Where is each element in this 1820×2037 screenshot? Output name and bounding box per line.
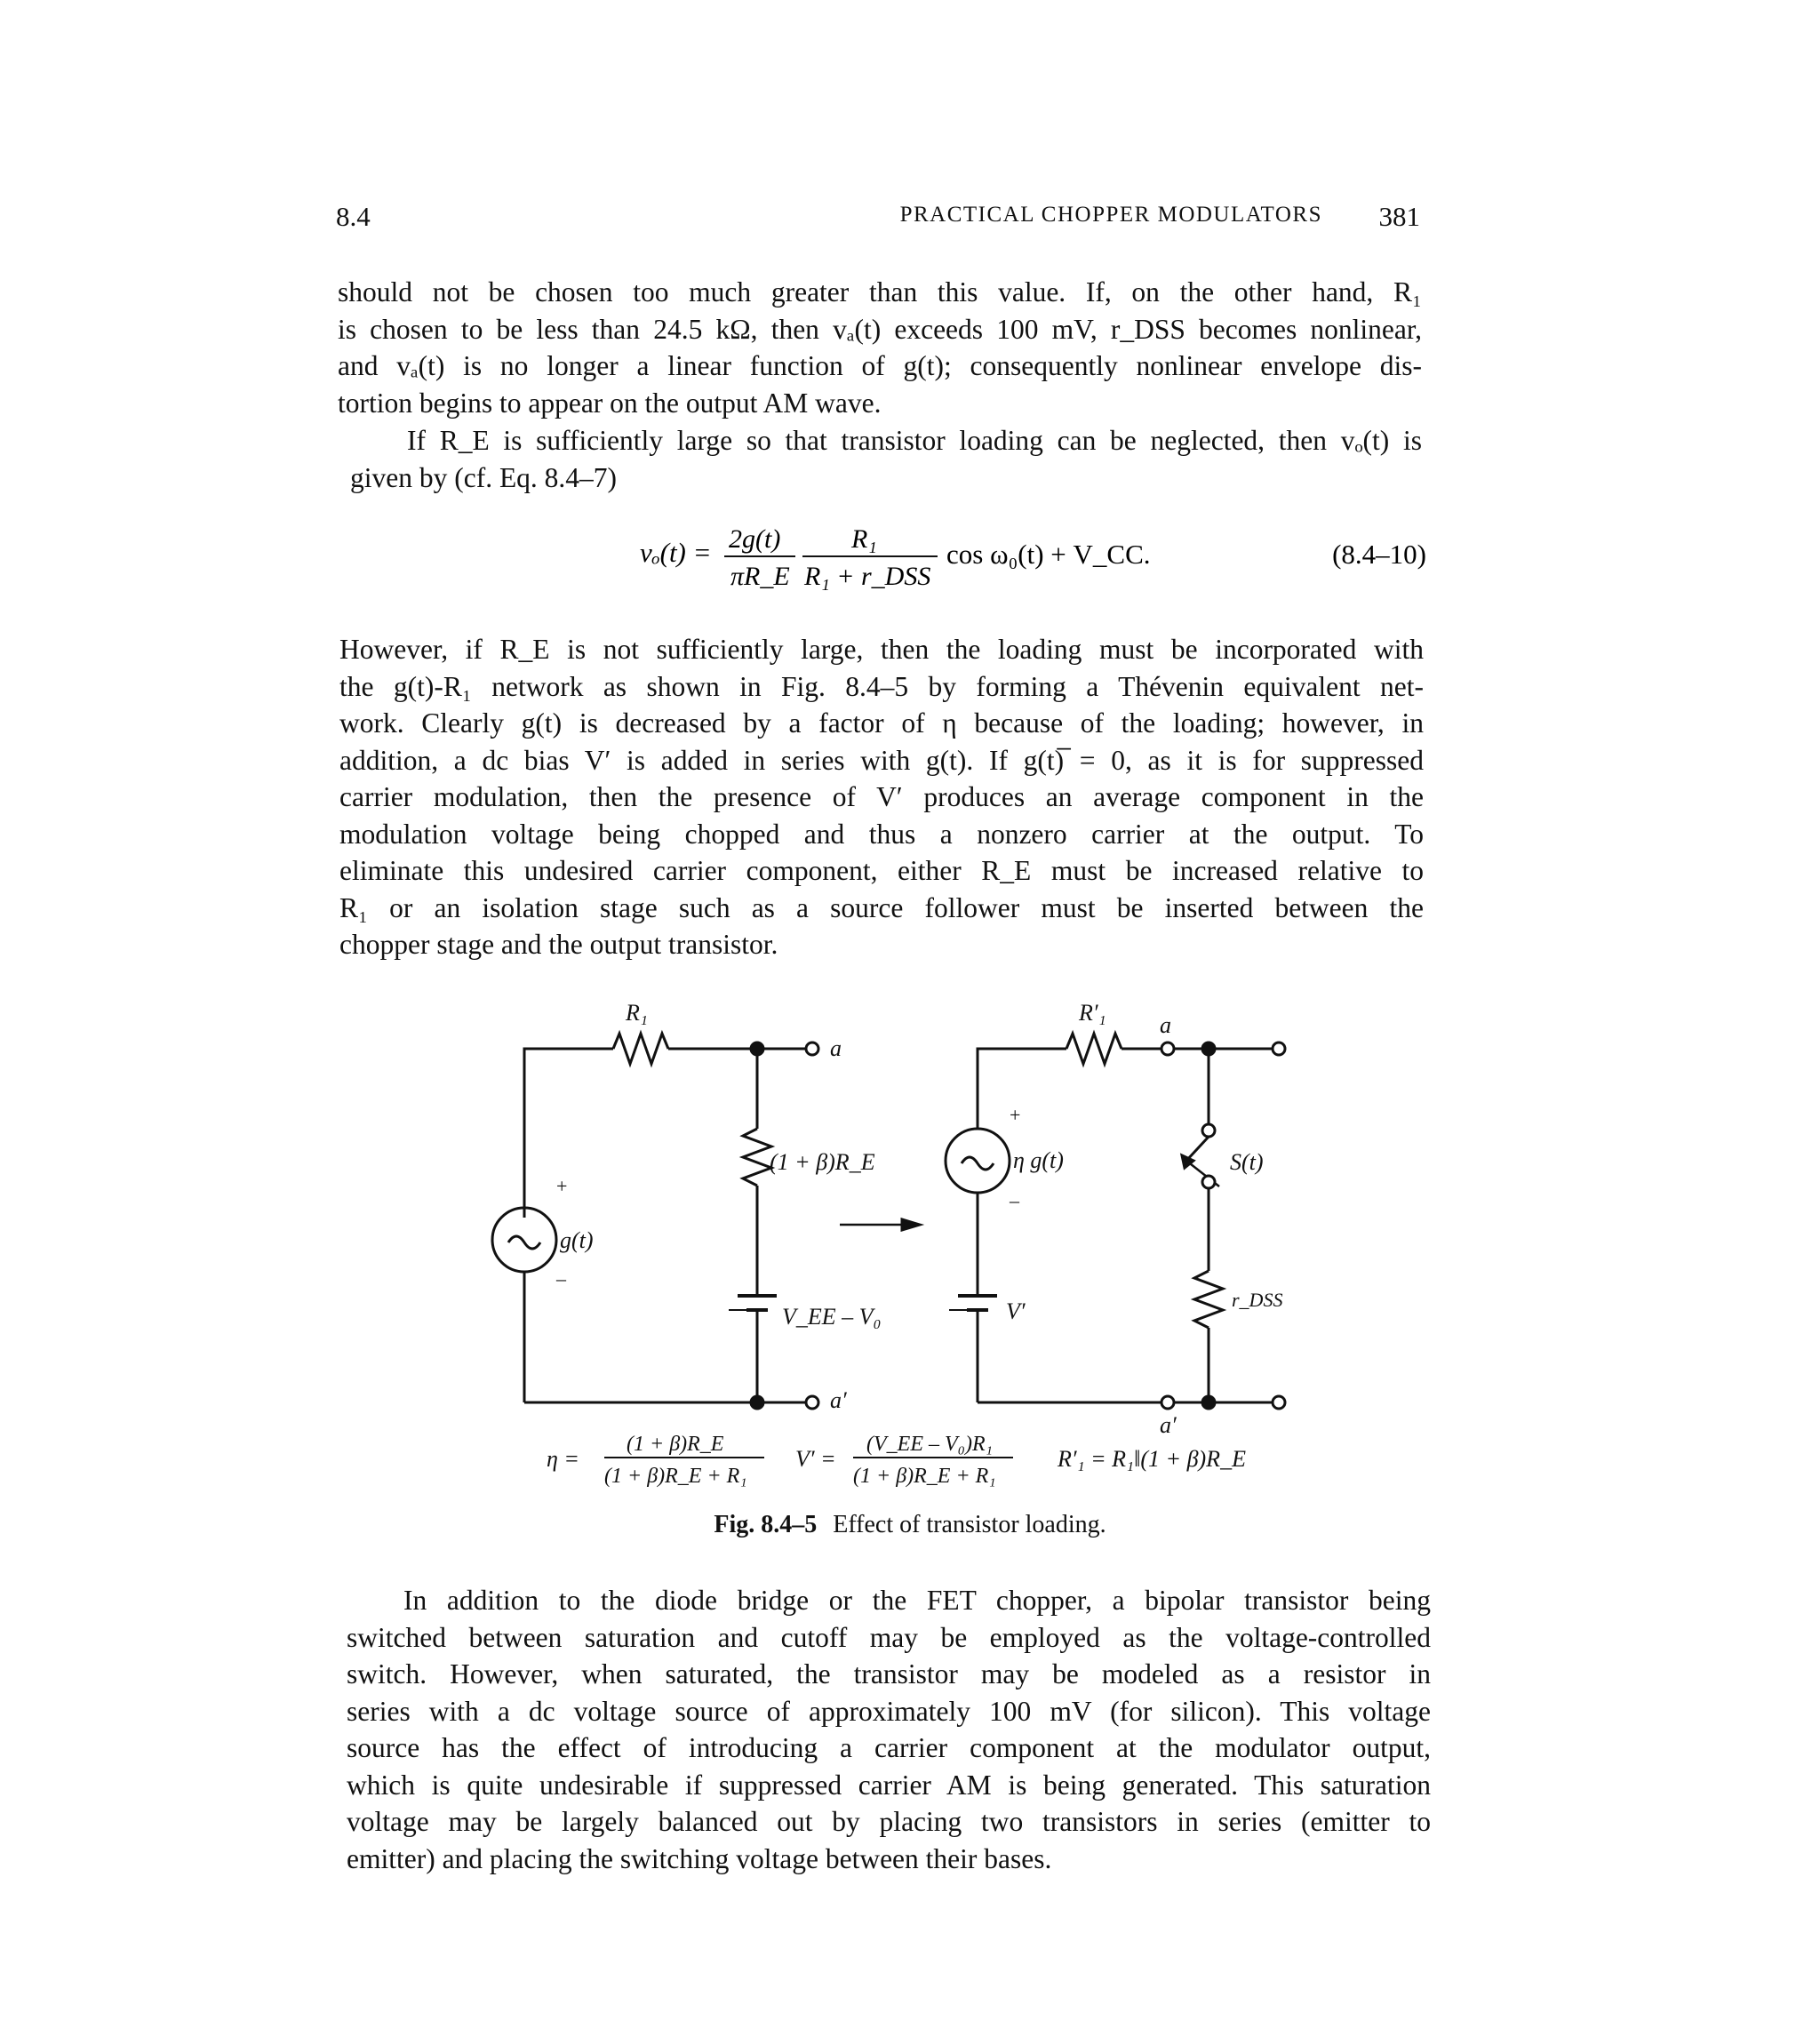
text-line: chopper stage and the output transistor.	[339, 929, 778, 960]
caption-label: Fig. 8.4–5	[714, 1511, 818, 1538]
label-minus: –	[556, 1267, 566, 1290]
text-line: If R_E is sufficiently large so that transistor loading can be neglected, then vₒ(t) is	[407, 425, 1422, 456]
transform-arrow	[840, 1219, 920, 1230]
terminal-out-top	[1273, 1042, 1285, 1055]
eq-frac1-num: 2g(t)	[729, 524, 781, 554]
formula-eta-num: (1 + β)R_E	[627, 1433, 724, 1456]
formula-rprime: R′₁ = R₁‖(1 + β)R_E	[1058, 1446, 1246, 1472]
text-line: work. Clearly g(t) is decreased by a factor of η because of the loading; however, in	[339, 707, 1424, 739]
label-a-prime: a′	[1160, 1412, 1177, 1438]
page-number: 381	[1378, 201, 1420, 232]
formula-eta-lhs: η =	[547, 1446, 579, 1472]
section-number: 8.4	[336, 201, 371, 232]
text-line: tortion begins to appear on the output AM wave.	[338, 387, 882, 419]
terminal-a	[1161, 1042, 1174, 1055]
terminal-a-prime	[806, 1396, 818, 1409]
text-line: carrier modulation, then the presence of V′ produces an average component in the	[339, 781, 1424, 812]
wire	[524, 1049, 613, 1218]
text-line: eliminate this undesired carrier component, either R_E must be increased relative to	[339, 855, 1424, 886]
text-line: voltage may be largely balanced out by placing two transistors in series (emitter to	[347, 1806, 1431, 1837]
text-line: R₁ or an isolation stage such as a source follower must be inserted between the	[339, 891, 1424, 923]
label-battery: V_EE – V₀	[782, 1304, 882, 1330]
sine-icon	[508, 1236, 540, 1249]
text-line: In addition to the diode bridge or the FET chopper, a bipolar transistor being	[403, 1585, 1431, 1616]
chapter-title: PRACTICAL CHOPPER MODULATORS	[899, 203, 1322, 227]
text-line: source has the effect of introducing a carrier component at the modulator output,	[347, 1732, 1431, 1763]
label-plus: +	[1010, 1104, 1021, 1126]
label-battery: V′	[1006, 1298, 1026, 1324]
text-line: switched between saturation and cutoff may be employed as the voltage-controlled	[347, 1621, 1431, 1653]
eq-frac2-den: R₁ + r_DSS	[804, 562, 931, 591]
text-line: which is quite undesirable if suppressed carrier AM is being generated. This saturation	[347, 1769, 1431, 1801]
eq-lhs: vₒ(t) =	[640, 537, 712, 568]
sine-icon	[962, 1157, 994, 1170]
resistor-shunt	[743, 1129, 771, 1186]
label-shunt: (1 + β)R_E	[770, 1149, 875, 1175]
text-line: modulation voltage being chopped and thus a nonzero carrier at the output. To	[339, 818, 1424, 850]
text-line: switch. However, when saturated, the transistor may be modeled as a resistor in	[347, 1658, 1431, 1690]
formula-vprime-num: (V_EE – V₀)R₁	[866, 1433, 993, 1456]
text-line: series with a dc voltage source of approximately 100 mV (for silicon). This voltage	[347, 1695, 1431, 1727]
terminal-out-bottom	[1273, 1396, 1285, 1409]
label-source: g(t)	[560, 1227, 594, 1253]
switch-blade	[1186, 1137, 1209, 1161]
eq-label: (8.4–10)	[1332, 539, 1426, 570]
wire	[978, 1049, 1066, 1129]
caption-text: Effect of transistor loading.	[833, 1511, 1106, 1538]
junction-dot	[1202, 1396, 1215, 1409]
terminal-a-prime	[1161, 1396, 1174, 1409]
arrow-head	[902, 1219, 920, 1230]
label-minus: –	[1010, 1189, 1019, 1211]
right-circuit	[946, 1034, 1285, 1409]
switch-contact	[1202, 1124, 1215, 1137]
eq-frac2-num: R₁	[851, 524, 877, 554]
text-line: the g(t)-R₁ network as shown in Fig. 8.4–5 by forming a Thévenin equivalent net-	[339, 670, 1424, 702]
label-a: a	[830, 1035, 842, 1061]
figure-caption	[0, 1511, 1820, 1539]
ac-source-right	[946, 1129, 1010, 1193]
label-rdss: r_DSS	[1232, 1289, 1283, 1311]
figure-labels	[547, 1000, 1282, 1488]
junction-dot	[751, 1396, 763, 1409]
switch-contact	[1202, 1176, 1215, 1188]
text-line: However, if R_E is not sufficiently large, then the loading must be incorporated with	[339, 634, 1424, 665]
paragraph-4	[347, 1582, 1431, 1877]
label-source: η g(t)	[1013, 1147, 1064, 1173]
eq-frac1-den: πR_E	[730, 562, 790, 591]
left-circuit	[492, 1034, 818, 1409]
text-line: emitter) and placing the switching voltage between their bases.	[347, 1842, 1052, 1874]
text-line: should not be chosen too much greater than this value. If, on the other hand, R₁	[338, 276, 1422, 308]
terminal-a	[806, 1042, 818, 1055]
resistor-rdss	[1194, 1271, 1223, 1328]
label-a-prime: a′	[830, 1387, 847, 1413]
text-line: addition, a dc bias V′ is added in series with g(t). If g(t)̅ = 0, as it is for suppressed	[339, 744, 1424, 776]
label-r1-prime: R′₁	[1079, 1000, 1106, 1026]
formula-eta-den: (1 + β)R_E + R₁	[604, 1465, 747, 1488]
eq-rest: cos ω₀(t) + V_CC.	[946, 539, 1151, 570]
label-a: a	[1160, 1012, 1171, 1038]
text-line: is chosen to be less than 24.5 kΩ, then vₐ(t) exceeds 100 mV, r_DSS becomes nonlinear,	[338, 313, 1422, 345]
label-r1: R₁	[626, 1000, 648, 1026]
label-plus: +	[556, 1175, 568, 1197]
text-line: given by (cf. Eq. 8.4–7)	[350, 461, 618, 493]
formula-vprime-den: (1 + β)R_E + R₁	[853, 1465, 996, 1488]
resistor-r1	[613, 1034, 668, 1064]
formula-vprime-lhs: V′ =	[795, 1446, 836, 1472]
label-switch: S(t)	[1230, 1149, 1264, 1175]
resistor-r1-prime	[1066, 1034, 1122, 1064]
text-line: and vₐ(t) is no longer a linear function of g(t); consequently nonlinear envelope dis-	[338, 350, 1422, 381]
